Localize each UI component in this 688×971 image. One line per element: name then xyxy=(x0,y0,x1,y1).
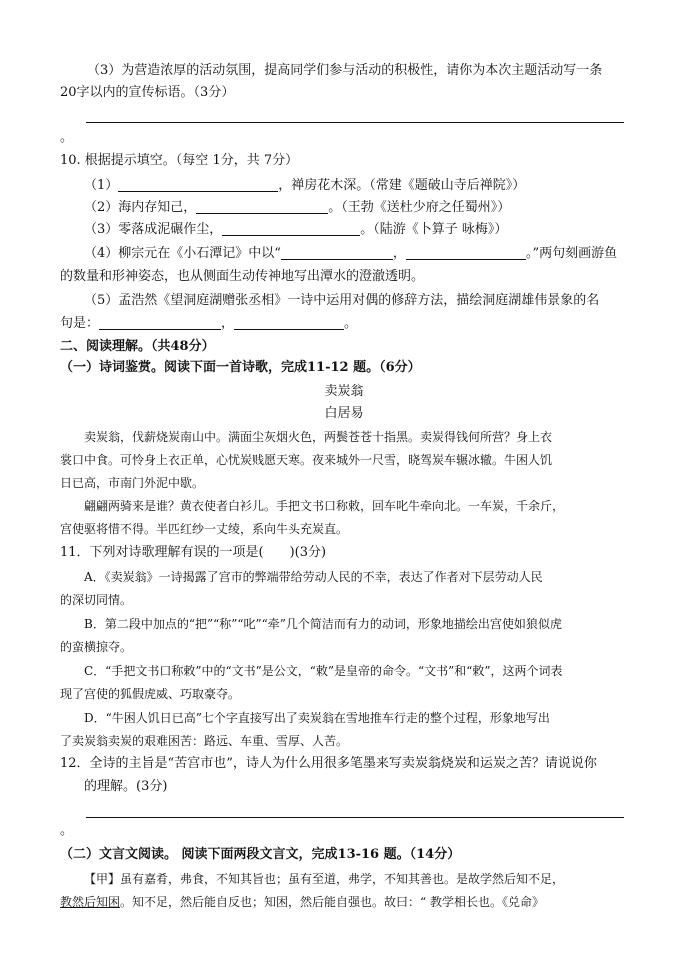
section2-title: 二、阅读理解。（共48分） xyxy=(60,339,215,354)
section2-sub2: （二）文言文阅读。 阅读下面两段文言文，完成13-16 题。（14分） xyxy=(60,847,461,862)
q10-item4-post: 。”两句刻画游鱼 xyxy=(525,246,618,261)
q10-item5-line1: （5）孟浩然《望洞庭湖赠张丞相》一诗中运用对偶的修辞方法，描绘洞庭湖雄伟景象的名 xyxy=(84,293,600,308)
q11-option-a-cont: 的深切同情。 xyxy=(60,593,133,607)
q12-stem-cont: 的理解。(3分) xyxy=(84,779,168,794)
q10-item4-mid: ， xyxy=(392,246,406,261)
q10-item2-post: 。（王勃《送杜少府之任蜀州》） xyxy=(328,200,511,215)
q10-item2 xyxy=(84,199,510,217)
fill-blank[interactable] xyxy=(281,246,393,260)
q10-item2-pre: （2）海内存知己， xyxy=(84,200,197,215)
poem-line: 翩翩两骑来是谁？黄衣使者白衫儿。手把文书口称敕，回车叱牛牵向北。一车炭，千余斤， xyxy=(84,499,565,513)
fill-blank[interactable] xyxy=(99,316,221,330)
poem-title: 卖炭翁 xyxy=(324,384,364,399)
fill-blank[interactable] xyxy=(406,246,526,260)
answer-line[interactable] xyxy=(86,122,624,123)
poem-line: 宫使驱将惜不得。半匹红纱一丈绫，系向牛头充炭直。 xyxy=(60,522,349,536)
fill-blank[interactable] xyxy=(222,222,360,236)
q10-item1 xyxy=(84,177,525,195)
q10-item1-post: ，禅房花木深。（常建《题破山寺后禅院》） xyxy=(278,178,526,193)
q10-header: 10. 根据提示填空。（每空 1分，共 7分） xyxy=(60,153,299,168)
passage-line2-rest: 。知不足，然后能自反也；知困，然后能自强也。故曰：“ 教学相长也。《兑命》 xyxy=(120,895,544,909)
passage-line1: 【甲】虽有嘉肴，弗食，不知其旨也；虽有至道，弗学，不知其善也。是故学然后知不足， xyxy=(84,872,565,886)
answer-line[interactable] xyxy=(86,817,624,818)
q10-item4 xyxy=(84,245,617,263)
q10-item4-line2: 的数量和形神姿态，也从侧面生动传神地写出潭水的澄澈透明。 xyxy=(60,269,425,284)
q9-3-line2: 20字以内的宣传标语。（3分） xyxy=(60,85,235,100)
q10-item4-pre: （4）柳宗元在《小石潭记》中以“ xyxy=(84,246,281,261)
poem-line: 裳口中食。可怜身上衣正单，心忧炭贱愿天寒。夜来城外一尺雪，晓驾炭车辗冰辙。牛困人饥 xyxy=(60,453,553,467)
q11-option-b: B．第二段中加点的“把”“称”“叱”“牵”几个简洁而有力的动词，形象地描绘出宫使如狼似虎 xyxy=(84,617,562,631)
q9-3-end: 。 xyxy=(60,130,74,145)
q11-option-b-cont: 的蛮横掠夺。 xyxy=(60,640,133,654)
q11-stem: 11．下列对诗歌理解有误的一项是( )(3分) xyxy=(60,545,327,560)
poem-line: 日已高，市南门外泥中歇。 xyxy=(60,476,205,490)
q10-item5-post: 。 xyxy=(344,316,358,331)
poem-author: 白居易 xyxy=(324,406,364,421)
q10-item3-post: 。（陆游《卜算子 咏梅》） xyxy=(360,222,508,237)
fill-blank[interactable] xyxy=(234,316,344,330)
q11-option-d: D．“牛困人饥日已高”七个字直接写出了卖炭翁在雪地推车行走的整个过程，形象地写出 xyxy=(84,711,550,725)
section2-sub1: （一）诗词鉴赏。阅读下面一首诗歌，完成11-12 题。（6分） xyxy=(60,360,421,375)
q10-item1-pre: （1） xyxy=(84,178,119,193)
q11-option-c-cont: 现了宫使的狐假虎威、巧取豪夺。 xyxy=(60,687,241,701)
q12-end: 。 xyxy=(60,823,74,838)
q9-3-line1: （3）为营造浓厚的活动氛围，提高同学们参与活动的积极性，请你为本次主题活动写一条 xyxy=(87,63,603,78)
fill-blank[interactable] xyxy=(196,200,328,214)
q10-item3-pre: （3）零落成泥碾作尘， xyxy=(84,222,223,237)
q12-stem: 12．全诗的主旨是“苦宫市也”，诗人为什么用很多笔墨来写卖炭翁烧炭和运炭之苦？请说说你 xyxy=(60,756,597,771)
q11-option-a: A．《卖炭翁》一诗揭露了宫市的弊端带给劳动人民的不幸，表达了作者对下层劳动人民 xyxy=(84,570,543,584)
fill-blank[interactable] xyxy=(118,178,278,192)
q11-option-d-cont: 了卖炭翁卖炭的艰难困苦：路远、车重、雪厚、人苦。 xyxy=(60,734,349,748)
q10-item5-line2 xyxy=(60,315,357,333)
q10-item3 xyxy=(84,221,507,239)
underlined-phrase: 教然后知困 xyxy=(60,895,121,909)
q10-item5-mid: ， xyxy=(221,316,235,331)
q11-option-c: C．“手把文书口称敕”中的“文书”是公文，“敕”是皇帝的命令。“文书”和“敕”，这两个词表 xyxy=(84,664,563,678)
q10-item5-pre: 句是： xyxy=(60,316,100,331)
passage-line2 xyxy=(60,893,544,911)
poem-line: 卖炭翁，伐薪烧炭南山中。满面尘灰烟火色，两鬓苍苍十指黑。卖炭得钱何所营？身上衣 xyxy=(84,430,553,444)
